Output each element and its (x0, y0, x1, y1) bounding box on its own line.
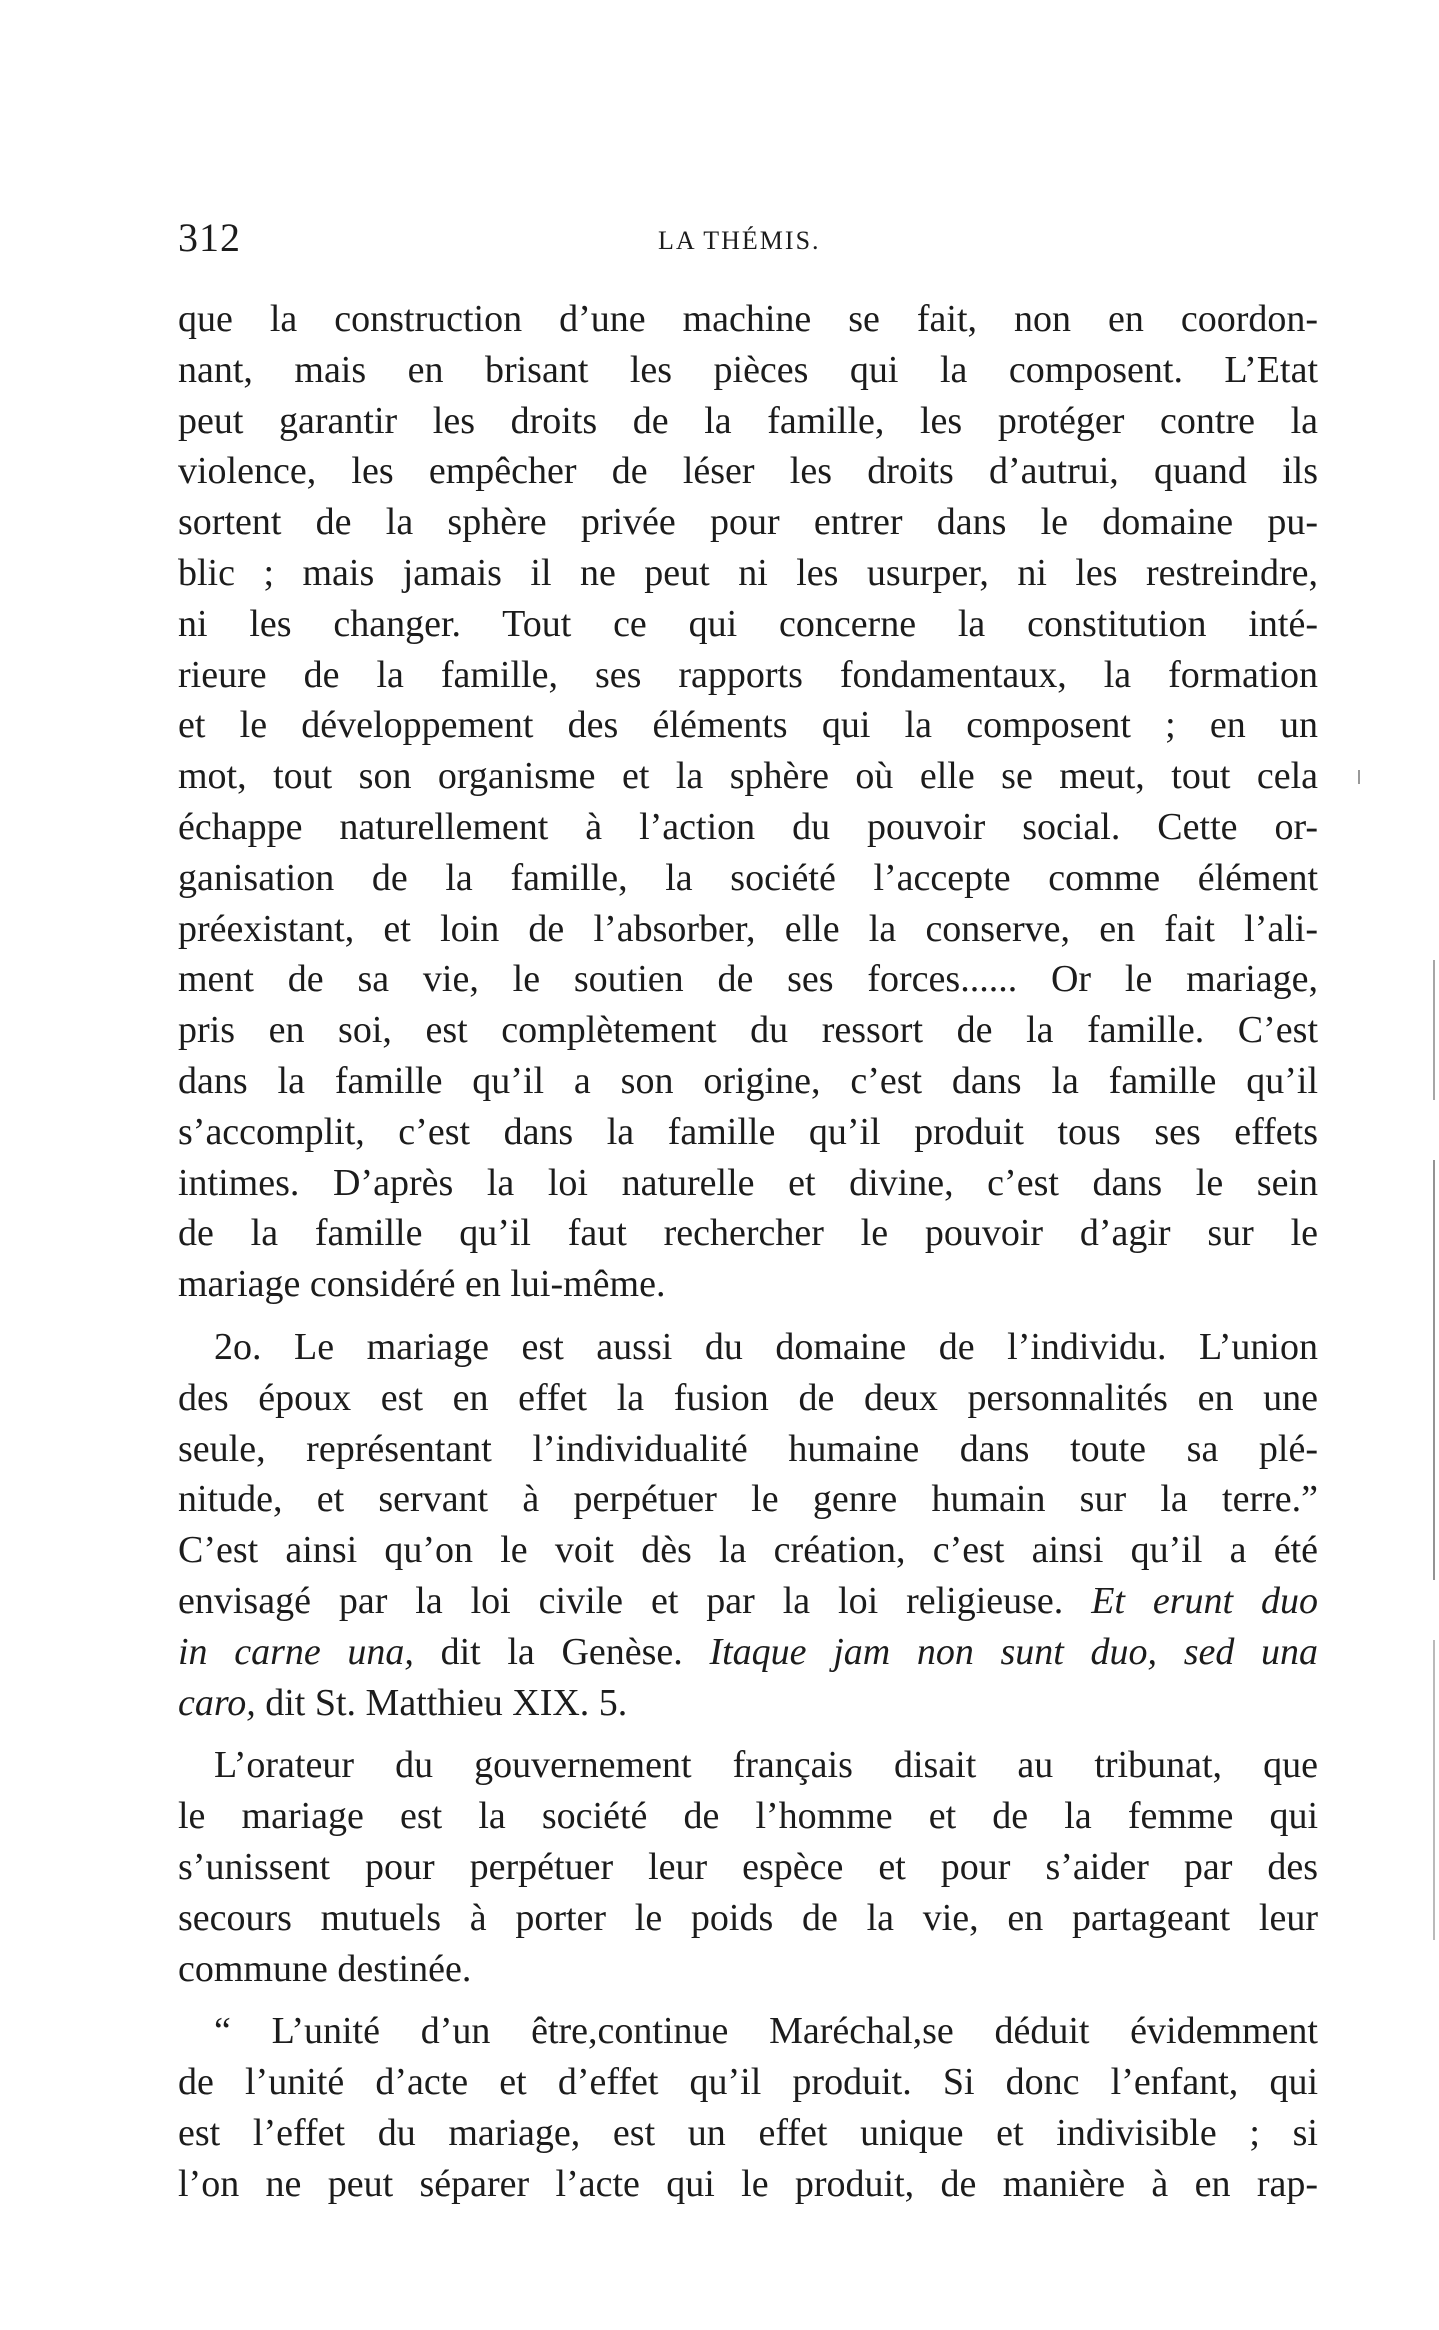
latin-quote: in carne una, (178, 1630, 414, 1673)
text-line (178, 1678, 1318, 1729)
scan-edge-mark (1433, 960, 1435, 1100)
latin-quote: Itaque jam non sunt duo, (709, 1630, 1158, 1673)
text-line: ment de sa vie, le soutien de ses forces...... Or le mariage, (178, 958, 1318, 1001)
text-line: pris en soi, est complètement du ressort de la famille. C’est (178, 1009, 1318, 1052)
text-line: des époux est en effet la fusion de deux personnalités en une (178, 1376, 1318, 1419)
text-run: dit St. Matthieu XIX. 5. (265, 1681, 628, 1724)
text-line: de la famille qu’il faut rechercher le pouvoir d’agir sur le (178, 1212, 1318, 1255)
text-line: mot, tout son organisme et la sphère où elle se meut, tout cela (178, 755, 1318, 798)
text-line: de l’unité d’acte et d’effet qu’il produit. Si donc l’enfant, qui (178, 2061, 1318, 2104)
text-line: et le développement des éléments qui la composent ; en un (178, 704, 1318, 747)
text-line: ganisation de la famille, la société l’accepte comme élément (178, 856, 1318, 899)
text-line: dans la famille qu’il a son origine, c’est dans la famille qu’il (178, 1059, 1318, 1102)
scan-artifact (1358, 770, 1360, 784)
text-line: préexistant, et loin de l’absorber, elle la conserve, en fait l’ali- (178, 907, 1318, 950)
text-line: rieure de la famille, ses rapports fondamentaux, la formation (178, 653, 1318, 696)
text-line: le mariage est la société de l’homme et de la femme qui (178, 1795, 1318, 1838)
text-run: dit la Genèse. (440, 1630, 683, 1673)
latin-quote: sed una (1183, 1630, 1319, 1673)
text-line: blic ; mais jamais il ne peut ni les usurper, ni les restreindre, (178, 551, 1318, 594)
text-line: commune destinée. (178, 1947, 472, 1990)
text-line: que la construction d’une machine se fait, non en coordon- (178, 298, 1318, 340)
page-header (178, 214, 1318, 274)
text-line (178, 1627, 1318, 1678)
text-line: violence, les empêcher de léser les droits d’autrui, quand ils (178, 450, 1318, 493)
scan-edge-mark (1433, 1160, 1435, 1580)
text-line: sortent de la sphère privée pour entrer dans le domaine pu- (178, 501, 1318, 544)
text-line: nitude, et servant à perpétuer le genre humain sur la terre.” (178, 1478, 1318, 1521)
text-line: s’accomplit, c’est dans la famille qu’il produit tous ses effets (178, 1110, 1318, 1153)
text-line: “ L’unité d’un être,continue Maréchal,se déduit évidemment (214, 2010, 1318, 2053)
text-line: L’orateur du gouvernement français disait au tribunat, que (214, 1744, 1318, 1787)
latin-quote: Et erunt duo (1091, 1579, 1319, 1622)
latin-quote: caro, (178, 1681, 256, 1724)
text-line: mariage considéré en lui-même. (178, 1263, 666, 1306)
text-line: seule, représentant l’individualité humaine dans toute sa plé- (178, 1427, 1318, 1470)
text-line: nant, mais en brisant les pièces qui la composent. L’Etat (178, 348, 1318, 391)
text-line (178, 1576, 1318, 1627)
text-line: peut garantir les droits de la famille, les protéger contre la (178, 399, 1318, 442)
text-line: intimes. D’après la loi naturelle et divine, c’est dans le sein (178, 1161, 1318, 1204)
text-line: 2o. Le mariage est aussi du domaine de l’individu. L’union (214, 1325, 1318, 1368)
text-line: échappe naturellement à l’action du pouvoir social. Cette or- (178, 805, 1318, 848)
text-line: est l’effet du mariage, est un effet unique et indivisible ; si (178, 2111, 1318, 2154)
text-run: envisagé par la loi civile et par la loi religieuse. (178, 1579, 1064, 1622)
text-line: ni les changer. Tout ce qui concerne la constitution inté- (178, 602, 1318, 645)
page-number: 312 (178, 215, 241, 260)
scan-edge-mark (1433, 1640, 1435, 1940)
text-line: s’unissent pour perpétuer leur espèce et pour s’aider par des (178, 1845, 1318, 1888)
text-line: C’est ainsi qu’on le voit dès la création, c’est ainsi qu’il a été (178, 1529, 1318, 1572)
text-line: l’on ne peut séparer l’acte qui le produit, de manière à en rap- (178, 2162, 1318, 2205)
body-text (178, 294, 1318, 2209)
running-title: LA THÉMIS. (658, 226, 821, 255)
text-line: secours mutuels à porter le poids de la vie, en partageant leur (178, 1896, 1318, 1939)
